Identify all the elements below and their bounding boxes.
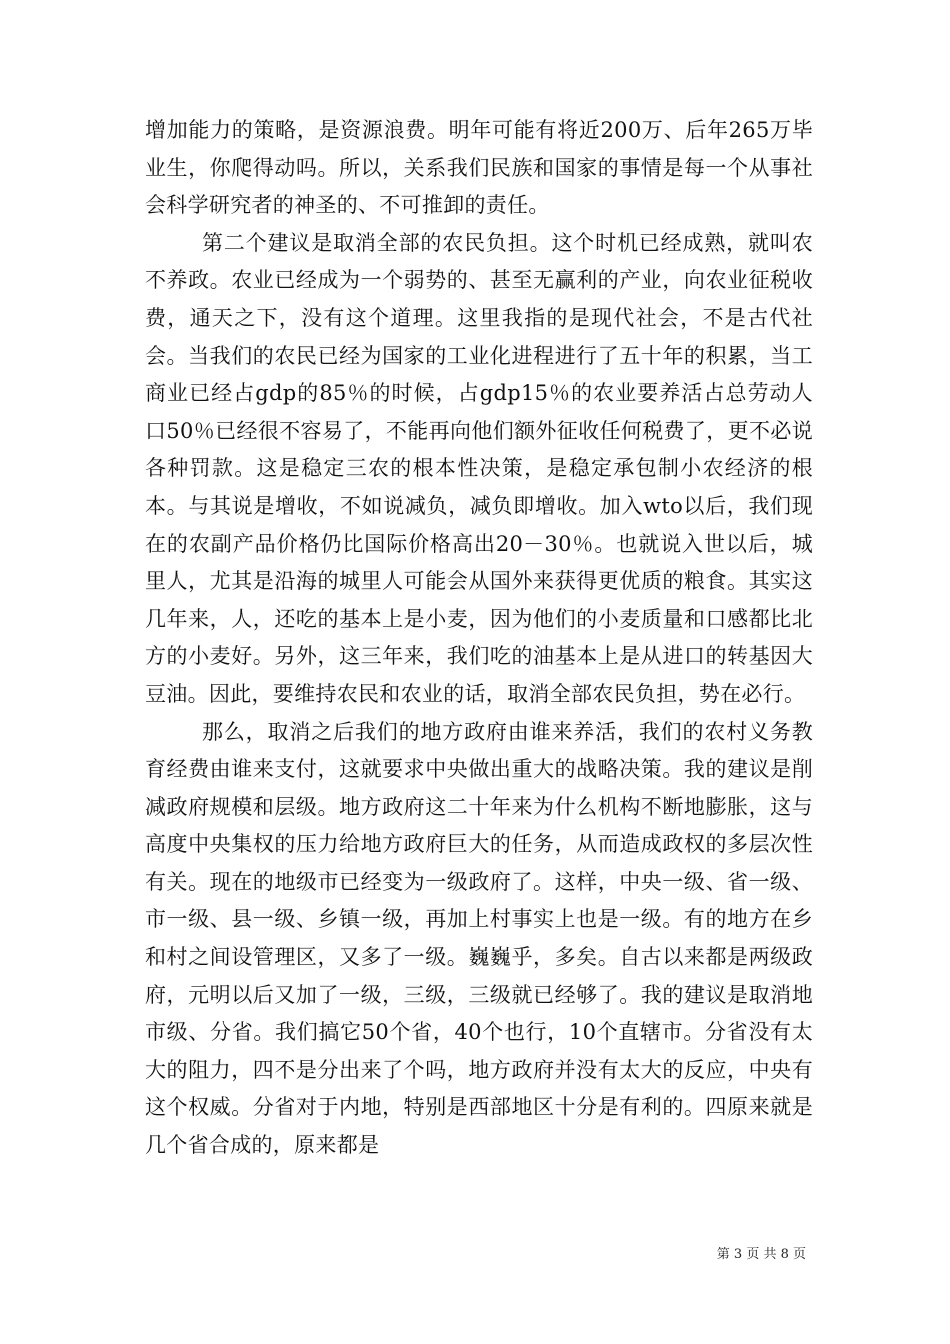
page-number: 第 3 页 共 8 页 (716, 1247, 806, 1262)
paragraph-second-proposal: 第二个建议是取消全部的农民负担。这个时机已经成熟，就叫农不养政。农业已经成为一个弱势的、甚至无赢利的产业，向农业征税收费，通天之下，没有这个道理。这里我指的是现代社会，不是古代社会。当我们的农民已经为国家的工业化进程进行了五十年的积累，当工商业已经占gdp的85％的时候，占gdp15％的农业要养活占总劳动人口50％已经很不容易了，不能再向他们额外征收任何税费了，更不必说各种罚款。这是稳定三农的根本性决策，是稳定承包制小农经济的根本。与其说是增收，不如说减负，减负即增收。加入wto以后，我们现在的农副产品价格仍比国际价格高出20－30％。也就说入世以后，城里人，尤其是沿海的城里人可能会从国外来获得更优质的粮食。其实这几年来，人，还吃的基本上是小麦，因为他们的小麦质量和口感都比北方的小麦好。另外，这三年来，我们吃的油基本上是从进口的转基因大豆油。因此，要维持农民和农业的话，取消全部农民负担，势在必行。 (145, 230, 813, 706)
body-text (145, 112, 813, 1165)
paragraph-government-levels: 那么，取消之后我们的地方政府由谁来养活，我们的农村义务教育经费由谁来支付，这就要求中央做出重大的战略决策。我的建议是削减政府规模和层级。地方政府这二十年来为什么机构不断地膨胀，这与高度中央集权的压力给地方政府巨大的任务，从而造成政权的多层次性有关。现在的地级市已经变为一级政府了。这样，中央一级、省一级、市一级、县一级、乡镇一级，再加上村事实上也是一级。有的地方在乡和村之间设管理区，又多了一级。巍巍乎，多矣。自古以来都是两级政府，元明以后又加了一级，三级，三级就已经够了。我的建议是取消地市级、分省。我们搞它50个省，40个也行，10个直辖市。分省没有太大的阻力，四不是分出来了个吗，地方政府并没有太大的反应，中央有这个权威。分省对于内地，特别是西部地区十分是有利的。四原来就是几个省合成的，原来都是 (145, 719, 813, 1158)
paragraph-continuation: 增加能力的策略，是资源浪费。明年可能有将近200万、后年265万毕业生，你爬得动吗。所以，关系我们民族和国家的事情是每一个从事社会科学研究者的神圣的、不可推卸的责任。 (145, 118, 813, 218)
